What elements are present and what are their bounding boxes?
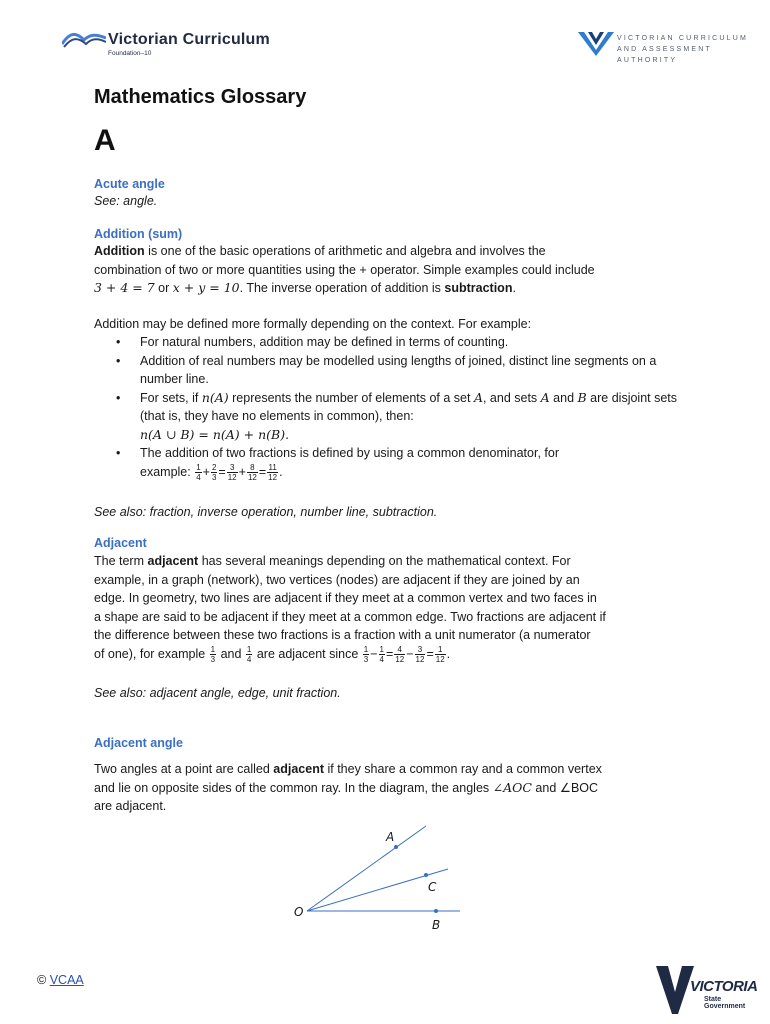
bullet-fractions-example: example:	[140, 464, 195, 479]
adj-angle-bold-word: adjacent	[273, 762, 324, 776]
addition-equation-2: x + y = 10	[172, 280, 240, 295]
adjacent-line-6b: are adjacent since	[253, 646, 362, 661]
page-title: Mathematics Glossary	[94, 86, 307, 108]
addition-line-3-end: .	[512, 281, 516, 295]
point-c	[424, 873, 428, 877]
copyright-symbol: ©	[37, 973, 47, 987]
addition-line-1: is one of the basic operations of arithmetic and algebra and involves the	[144, 244, 546, 258]
fraction-3-12: $\frac{3}{12}$	[227, 462, 237, 482]
adj-angle-and: and	[531, 780, 560, 795]
adjacent-pre: The term	[94, 554, 148, 568]
victoria-line-2: Government	[704, 1003, 746, 1010]
fraction-1-4c: $\frac{1}{4}$	[379, 644, 384, 664]
adj-angle-line-3: are adjacent.	[94, 799, 167, 813]
vcaa-wordmark	[617, 33, 770, 66]
adjacent-and: and	[217, 646, 245, 661]
bullet-fractions: The addition of two fractions is defined by using a common denominator, for	[140, 446, 559, 460]
fraction-1-3b: $\frac{1}{3}$	[363, 644, 369, 664]
adjacent-definition: The term adjacent has several meanings depending on the mathematical context. For example, in a graph (network), two vertices (nodes) are adjacent if they are joined by an edge. In geometry, two lines are adjacent if they meet at a common vertex and two faces in a shape are said to be adjacent if they meet at a common edge. Two fractions are adjacent if the difference between these two fractions is a fraction with a unit numerator (a numerator of one), for example $\frac{1}{3}$ and $\frac{1}{4}$ are adjacent since $\frac{1}{3}$ − $\frac{1}{4}$ = $\frac{4}{12}$ − $\frac{3}{12}$ = $\frac{1}{12}$ .	[94, 552, 734, 664]
victoria-government-logo	[656, 966, 758, 1016]
adjacent-see-also: See also: adjacent angle, edge, unit fraction.	[94, 686, 341, 700]
bullet-sets-c: , and sets	[482, 390, 541, 405]
label-c: C	[428, 880, 437, 894]
point-a	[394, 845, 398, 849]
adjacent-line-1: has several meanings depending on the mathematical context. For	[198, 554, 571, 568]
term-adjacent-angle: Adjacent angle	[94, 736, 183, 750]
fraction-3-12b: $\frac{3}{12}$	[415, 644, 425, 664]
adjacent-line-5: the difference between these two fractions is a fraction with a unit numerator (a numerator	[94, 628, 591, 642]
vcaa-line-2: AND ASSESSMENT AUTHORITY	[617, 46, 712, 64]
list-item	[94, 333, 694, 352]
term-acute-angle: Acute angle	[94, 177, 165, 191]
adj-angle-line-2a: and lie on opposite sides of the common ray. In the diagram, the angles	[94, 780, 493, 795]
victoria-tagline	[704, 996, 745, 1010]
victoria-wordmark: VICTORIA	[690, 978, 758, 995]
math-n-of-a: n(A)	[201, 389, 229, 405]
angle-aoc: ∠AOC	[492, 779, 532, 795]
addition-see-also: See also: fraction, inverse operation, number line, subtraction.	[94, 505, 438, 519]
bullet-sets-and: and	[549, 390, 578, 405]
acute-angle-see: See: angle.	[94, 194, 158, 208]
addition-formal-intro: Addition may be defined more formally depending on the context. For example:	[94, 317, 532, 331]
addition-bold-word: Addition	[94, 244, 145, 258]
vcaa-logo-icon	[578, 30, 614, 56]
addition-bullet-list	[94, 333, 694, 482]
adjacent-line-3: edge. In geometry, two lines are adjacent if they meet at a common vertex and two faces in	[94, 591, 597, 605]
list-item	[94, 389, 680, 445]
adjacent-bold-word: adjacent	[147, 554, 199, 568]
adj-angle-line-1b: if they share a common ray and a common vertex	[324, 762, 602, 776]
list-item	[94, 352, 660, 389]
addition-line-2: combination of two or more quantities using the + operator. Simple examples could include	[94, 262, 595, 277]
adjacent-line-6a: of one), for example	[94, 646, 209, 661]
bullet-real-numbers: Addition of real numbers may be modelled using lengths of joined, distinct line segments on a number line.	[140, 353, 657, 386]
fraction-11-12: $\frac{11}{12}$	[268, 462, 278, 482]
addition-or: or	[154, 281, 173, 295]
point-b	[434, 909, 438, 913]
fraction-1-3: $\frac{1}{3}$	[210, 644, 216, 664]
adjacent-angle-definition	[94, 760, 734, 816]
label-b: B	[432, 918, 441, 932]
fraction-8-12: $\frac{8}{12}$	[247, 462, 257, 482]
label-o: O	[294, 905, 304, 919]
addition-equation-1: 3 + 4 = 7	[94, 280, 155, 295]
section-letter: A	[94, 124, 116, 157]
fraction-1-4b: $\frac{1}{4}$	[246, 644, 252, 664]
victoria-line-1: State	[704, 996, 722, 1003]
fraction-2-3: $\frac{2}{3}$	[211, 462, 217, 482]
adjacent-angle-diagram	[280, 820, 480, 940]
footer-copyright	[37, 973, 84, 987]
bullet-sets-b: represents the number of elements of a set	[228, 390, 474, 405]
bullet-sets-a: For sets, if	[140, 390, 202, 405]
bullet-sets-d: are disjoint sets (that is, they have no elements in common), then:	[140, 390, 678, 423]
victoria-v-icon	[656, 966, 694, 1014]
vcaa-link[interactable]: VCAA	[49, 973, 84, 987]
list-item: • The addition of two fractions is defined by using a common denominator, for example: $\frac{1}{4}$ + $\frac{2}{3}$ = $\frac{3}{12}$ + $\frac{8}{12}$ = $\frac{11}{12}$ .	[94, 444, 694, 482]
term-addition: Addition (sum)	[94, 227, 183, 241]
set-union-formula: n(A ∪ B) = n(A) + n(B).	[140, 426, 290, 442]
adj-angle-line-1a: Two angles at a point are called	[94, 762, 274, 776]
angle-boc: ∠BOC	[559, 780, 599, 795]
bullet-natural-numbers: For natural numbers, addition may be defined in terms of counting.	[140, 335, 509, 349]
math-set-b: B	[577, 389, 587, 405]
ray-oa	[307, 826, 426, 911]
header-logo-subtitle: Foundation–10	[108, 50, 152, 57]
addition-line-3: . The inverse operation of addition is	[239, 281, 445, 295]
addition-subtraction-bold: subtraction	[444, 281, 513, 295]
math-set-a: A	[473, 389, 483, 405]
math-set-a-2: A	[540, 389, 550, 405]
header-logo-title: Victorian Curriculum	[108, 31, 270, 48]
addition-definition	[94, 242, 714, 298]
label-a: A	[386, 830, 395, 844]
fraction-1-4: $\frac{1}{4}$	[196, 462, 201, 482]
term-adjacent: Adjacent	[94, 536, 147, 550]
adjacent-line-4: a shape are said to be adjacent if they meet at a common edge. Two fractions are adjacent if	[94, 609, 606, 624]
fraction-4-12: $\frac{4}{12}$	[395, 644, 405, 664]
vcaa-line-1: VICTORIAN CURRICULUM	[617, 35, 748, 42]
fraction-1-12: $\frac{1}{12}$	[435, 644, 445, 664]
adjacent-line-2: example, in a graph (network), two vertices (nodes) are adjacent if they are joined by an	[94, 572, 580, 587]
wave-logo-icon	[62, 32, 106, 48]
